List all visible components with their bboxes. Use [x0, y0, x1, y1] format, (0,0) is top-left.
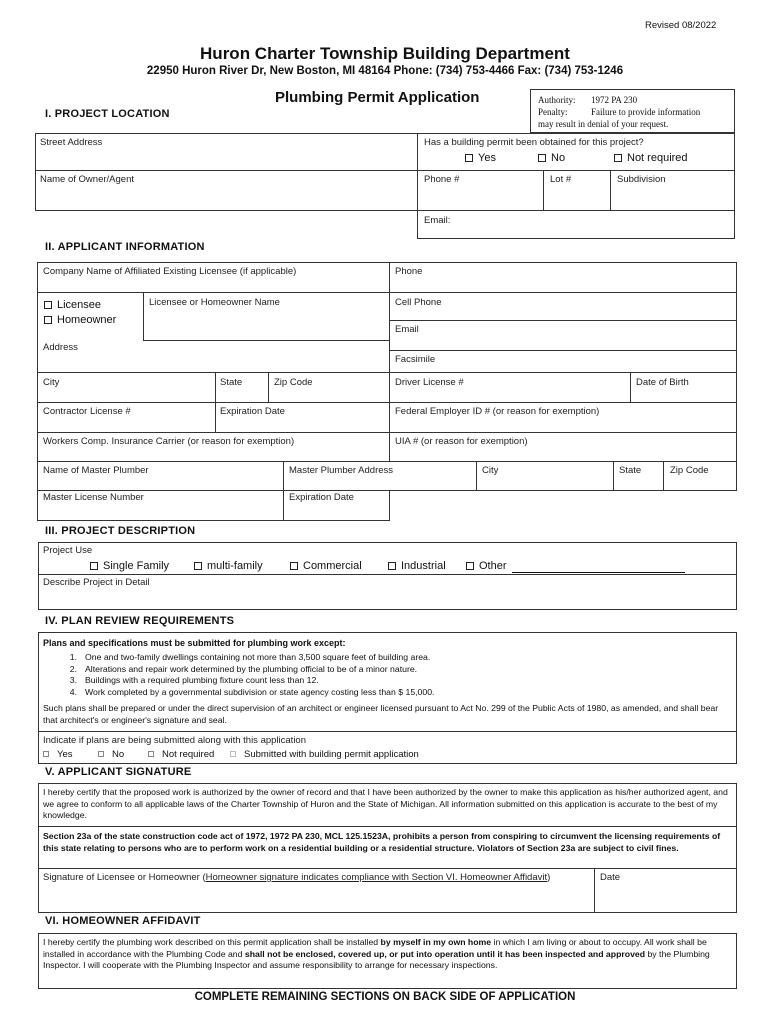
plans-no-checkbox[interactable]: No	[98, 749, 124, 760]
address-label[interactable]: Address	[43, 342, 78, 353]
master-plumber-name-label[interactable]: Name of Master Plumber	[43, 465, 149, 476]
plans-yes-checkbox[interactable]: Yes	[43, 749, 73, 760]
plans-indicate-label: Indicate if plans are being submitted along with this application	[43, 735, 306, 746]
checkbox-icon	[194, 562, 202, 570]
state-label[interactable]: State	[220, 377, 243, 388]
department-title: Huron Charter Township Building Department	[200, 44, 570, 63]
email-label[interactable]: Email:	[424, 215, 451, 226]
section-23a-text: Section 23a of the state construction code act of 1972, 1972 PA 230, MCL 125.1523A, prohibits a person from conspiring to circumvent the licensing requirements of this state relating to persons who are to perform work on a residential building or a residential structure. Violators of Section 23a are subject to civil fines.	[43, 831, 721, 853]
city-label[interactable]: City	[43, 377, 60, 388]
subdivision-label[interactable]: Subdivision	[617, 174, 666, 185]
section-applicant-signature-heading: V. APPLICANT SIGNATURE	[45, 766, 192, 778]
owner-agent-label[interactable]: Name of Owner/Agent	[40, 174, 134, 185]
back-side-notice: COMPLETE REMAINING SECTIONS ON BACK SIDE OF APPLICATION	[194, 991, 576, 1003]
list-item: 1. One and two-family dwellings containing not more than 3,500 square feet of building area.	[69, 652, 431, 662]
checkbox-icon	[44, 316, 52, 324]
commercial-checkbox[interactable]: Commercial	[290, 560, 362, 572]
master-expiration-label[interactable]: Expiration Date	[289, 492, 354, 503]
homeowner-checkbox[interactable]: Homeowner	[44, 314, 116, 326]
facsimile-label[interactable]: Facsimile	[395, 354, 436, 365]
multi-family-checkbox[interactable]: multi-family	[194, 560, 263, 572]
zip-label[interactable]: Zip Code	[274, 377, 313, 388]
plans-submitted-checkbox[interactable]: Submitted with building permit application	[230, 749, 419, 760]
checkbox-icon	[148, 751, 154, 757]
checkbox-icon	[98, 751, 104, 757]
checkbox-icon	[614, 154, 622, 162]
certification-text: I hereby certify that the proposed work is authorized by the owner of record and that I have been authorized by the owner to make this application as his/her authorized agent, and we agree to conform to all applicable laws of the Charter Township of Huron and the State of Michigan. All information submitted on this application is accurate to the best of my knowledge.	[43, 787, 728, 820]
penalty-value-1: Failure to provide information	[591, 107, 701, 117]
checkbox-icon	[388, 562, 396, 570]
date-of-birth-label[interactable]: Date of Birth	[636, 377, 689, 388]
applicant-phone-label[interactable]: Phone	[395, 266, 423, 277]
department-address: 22950 Huron River Dr, New Boston, MI 48164 Phone: (734) 753-4466 Fax: (734) 753-1246	[146, 65, 624, 77]
list-item: 2. Alterations and repair work determined by the plumbing official to be of a minor nature.	[69, 663, 418, 674]
section-applicant-info-heading: II. APPLICANT INFORMATION	[45, 241, 205, 253]
workers-comp-label[interactable]: Workers Comp. Insurance Carrier (or reason for exemption)	[43, 436, 295, 447]
other-input-line[interactable]	[512, 572, 685, 573]
signature-label[interactable]: Signature of Licensee or Homeowner (Homeowner signature indicates compliance with Section VI. Homeowner Affidavit)	[43, 872, 551, 883]
checkbox-icon	[90, 562, 98, 570]
contractor-license-label[interactable]: Contractor License #	[43, 406, 131, 417]
authority-value: 1972 PA 230	[591, 95, 638, 105]
checkbox-icon	[538, 154, 546, 162]
checkbox-icon	[290, 562, 298, 570]
architect-requirement-text: Such plans shall be prepared or under the direct supervision of an architect or engineer licensed pursuant to Act No. 299 of the Public Acts of 1980, as amended, and shall bear that architect's or engineer's signature and seal.	[43, 703, 719, 725]
describe-project-label[interactable]: Describe Project in Detail	[43, 577, 150, 588]
master-plumber-zip-label[interactable]: Zip Code	[670, 465, 709, 476]
list-item: 3. Buildings with a required plumbing fixture count less than 12.	[69, 675, 319, 685]
project-use-label: Project Use	[43, 545, 93, 556]
plan-review-intro: Plans and specifications must be submitted for plumbing work except:	[43, 638, 346, 648]
section-project-description-heading: III. PROJECT DESCRIPTION	[45, 525, 196, 537]
driver-license-label[interactable]: Driver License #	[395, 377, 464, 388]
penalty-label: Penalty:	[538, 107, 568, 117]
other-checkbox[interactable]: Other	[466, 560, 507, 572]
exception-list	[55, 652, 715, 698]
checkbox-icon	[466, 562, 474, 570]
licensee-name-label[interactable]: Licensee or Homeowner Name	[149, 297, 280, 308]
single-family-checkbox[interactable]: Single Family	[90, 560, 169, 572]
list-item: 4. Work completed by a governmental subdivision or state agency costing less than $ 15,000.	[69, 686, 435, 697]
permit-yes-checkbox[interactable]: Yes	[465, 152, 496, 164]
checkbox-icon	[43, 751, 49, 757]
authority-label: Authority:	[538, 95, 576, 105]
plans-not-required-checkbox[interactable]: Not required	[148, 749, 214, 760]
street-address-label[interactable]: Street Address	[40, 137, 103, 148]
penalty-value-2: may result in denial of your request.	[538, 119, 669, 129]
checkbox-icon	[44, 301, 52, 309]
affidavit-text: I hereby certify the plumbing work described on this permit application shall be installed by myself in my own home in which I am living or about to occupy. All work shall be installed in accordance with the Plumbing Code and shall not be enclosed, covered up, or put into operation until it has been inspected and approved by the Plumbing Inspector. I will cooperate with the Plumbing Inspector and assume responsibility to arrange for necessary inspections.	[43, 937, 710, 970]
lot-label[interactable]: Lot #	[550, 174, 572, 185]
company-name-label[interactable]: Company Name of Affiliated Existing Licensee (if applicable)	[43, 266, 297, 277]
checkbox-icon	[230, 751, 236, 757]
industrial-checkbox[interactable]: Industrial	[388, 560, 446, 572]
master-plumber-city-label[interactable]: City	[482, 465, 499, 476]
section-plan-review-heading: IV. PLAN REVIEW REQUIREMENTS	[45, 615, 235, 627]
section-homeowner-affidavit-heading: VI. HOMEOWNER AFFIDAVIT	[45, 915, 201, 927]
master-license-label[interactable]: Master License Number	[43, 492, 144, 503]
signature-date-label[interactable]: Date	[600, 872, 621, 883]
expiration-date-label[interactable]: Expiration Date	[220, 406, 285, 417]
master-plumber-state-label[interactable]: State	[619, 465, 642, 476]
permit-not-required-checkbox[interactable]: Not required	[614, 152, 688, 164]
checkbox-icon	[465, 154, 473, 162]
permit-question-label: Has a building permit been obtained for this project?	[424, 137, 644, 148]
revised-date: Revised 08/2022	[645, 20, 717, 31]
section-project-location-heading: I. PROJECT LOCATION	[45, 108, 170, 120]
uia-label[interactable]: UIA # (or reason for exemption)	[395, 436, 528, 447]
licensee-checkbox[interactable]: Licensee	[44, 299, 101, 311]
cell-phone-label[interactable]: Cell Phone	[395, 297, 442, 308]
master-plumber-address-label[interactable]: Master Plumber Address	[289, 465, 394, 476]
project-description-box	[38, 542, 737, 610]
phone-label[interactable]: Phone #	[424, 174, 460, 185]
fein-label[interactable]: Federal Employer ID # (or reason for exemption)	[395, 406, 600, 417]
form-title: Plumbing Permit Application	[275, 89, 480, 106]
permit-no-checkbox[interactable]: No	[538, 152, 565, 164]
applicant-email-label[interactable]: Email	[395, 324, 419, 335]
